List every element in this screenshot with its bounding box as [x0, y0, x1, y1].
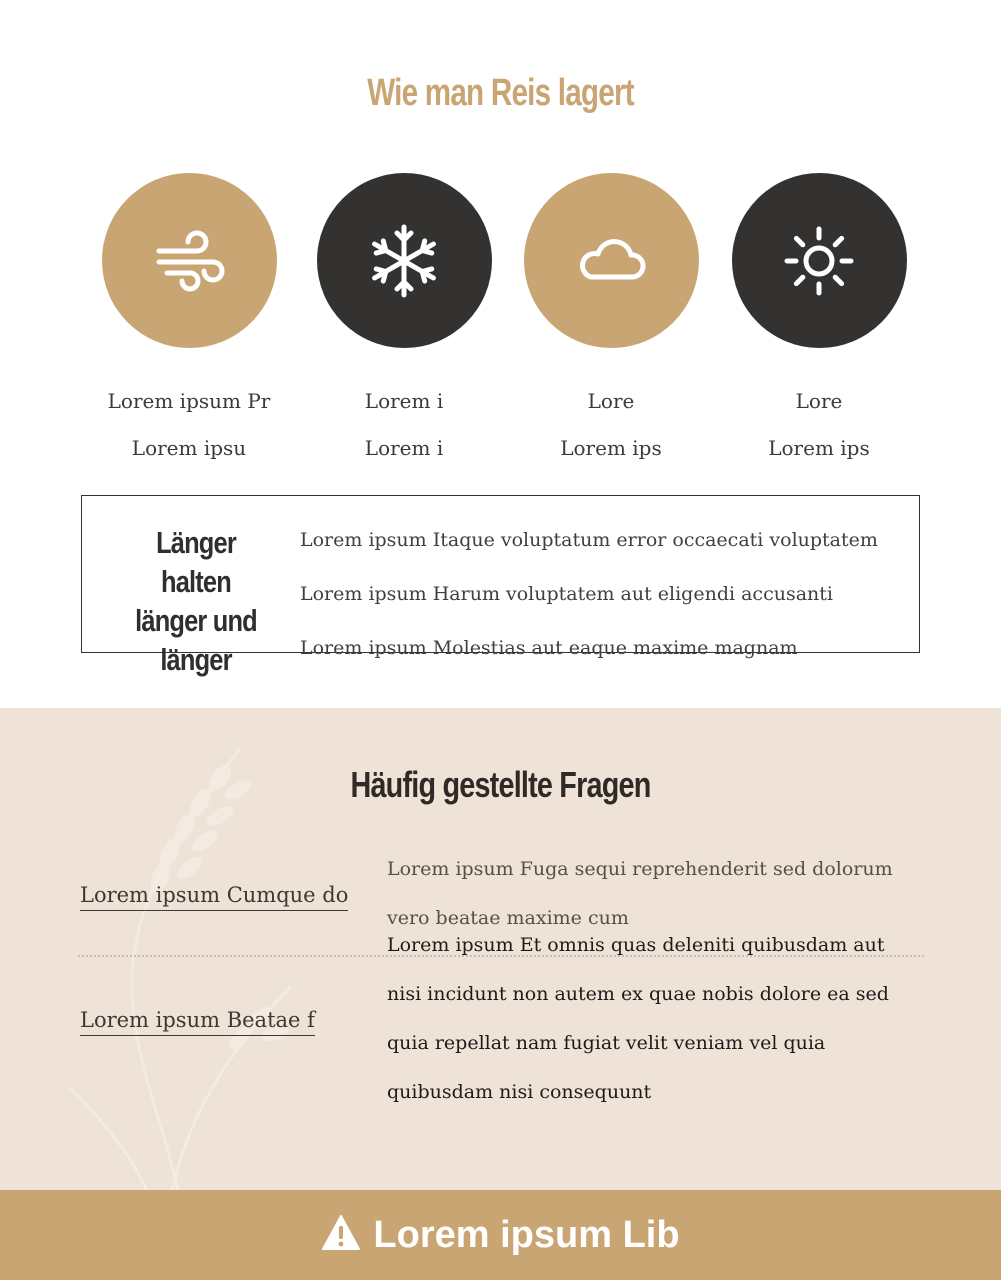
tip-label: Lore — [587, 389, 635, 413]
box-heading-line: Länger halten — [156, 525, 236, 599]
box-heading-line: länger und — [135, 603, 257, 638]
box-text-list — [300, 529, 878, 691]
faq-answer-2 — [387, 921, 917, 1117]
box-text-line: Lorem ipsum Molestias aut eaque maxime magnam — [300, 637, 798, 659]
storage-title: Wie man Reis lagert — [367, 72, 634, 114]
tip-cloud — [501, 173, 721, 460]
sun-icon — [779, 221, 859, 301]
footer-content[interactable] — [0, 1190, 1001, 1280]
faq-answer-line: vero beatae maxime cum — [387, 907, 629, 929]
tip-label: Lorem i — [364, 389, 444, 413]
footer-bar — [0, 1190, 1001, 1280]
tip-label: Lorem ipsum Pr — [107, 389, 271, 413]
faq-answer-line: Lorem ipsum Et omnis quas deleniti quibusdam aut — [387, 934, 885, 956]
tip-circle — [317, 173, 492, 348]
box-text-line: Lorem ipsum Harum voluptatem aut eligendi accusanti — [300, 583, 833, 605]
faq-answer-line: nisi incidunt non autem ex quae nobis dolore ea sed — [387, 983, 889, 1005]
tip-sublabel: Lorem ipsu — [131, 436, 247, 460]
tip-sublabel: Lorem ips — [560, 436, 662, 460]
footer-label: Lorem ipsum Lib — [373, 1213, 680, 1256]
faq-title: Häufig gestellte Fragen — [350, 764, 651, 805]
tip-sublabel: Lorem i — [364, 436, 444, 460]
cloud-icon — [571, 221, 651, 301]
tip-wind — [79, 173, 299, 460]
faq-question-2[interactable]: Lorem ipsum Beatae f — [80, 1008, 315, 1036]
box-text-line: Lorem ipsum Itaque voluptatum error occaecati voluptatem — [300, 529, 878, 551]
tip-snowflake — [294, 173, 514, 460]
tip-circle — [102, 173, 277, 348]
tip-sublabel: Lorem ips — [768, 436, 870, 460]
box-heading-line: länger — [160, 642, 232, 677]
wind-icon — [149, 221, 229, 301]
faq-section — [0, 708, 1001, 1190]
warning-icon — [321, 1214, 361, 1252]
snowflake-icon — [364, 221, 444, 301]
tip-circle — [732, 173, 907, 348]
faq-answer-line: quibusdam nisi consequunt — [387, 1081, 652, 1103]
tip-label: Lore — [795, 389, 843, 413]
tip-sun — [709, 173, 929, 460]
faq-answer-line: quia repellat nam fugiat velit veniam vel quia — [387, 1032, 826, 1054]
box-heading — [119, 523, 273, 679]
faq-question-1[interactable]: Lorem ipsum Cumque do — [80, 883, 348, 911]
faq-answer-line: Lorem ipsum Fuga sequi reprehenderit sed dolorum — [387, 858, 893, 880]
tip-circle — [524, 173, 699, 348]
storage-info-box — [81, 495, 920, 677]
